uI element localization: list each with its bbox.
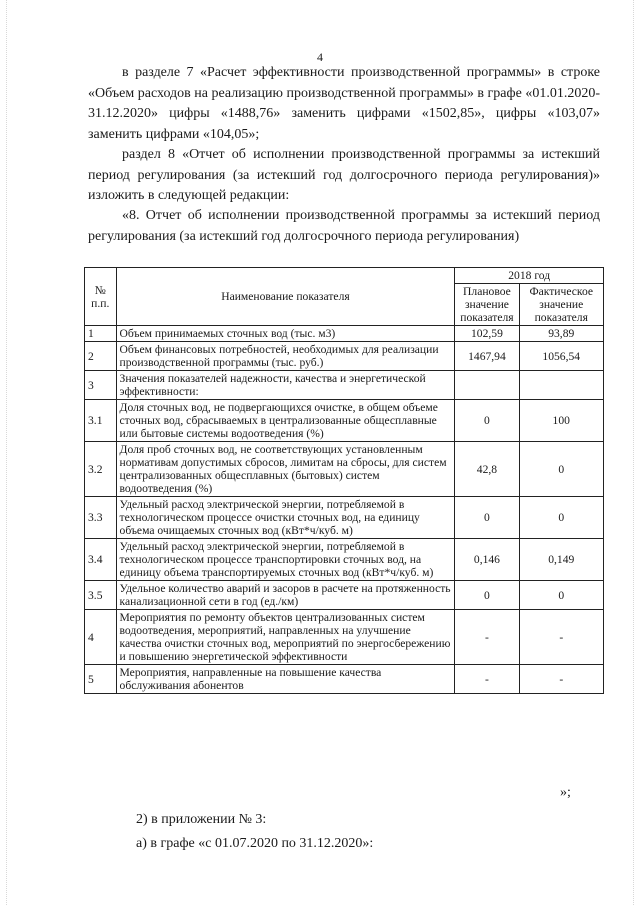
header-year: 2018 год	[455, 268, 604, 284]
table-row	[85, 539, 604, 581]
row-fact: 1056,54	[519, 342, 604, 371]
row-plan: 1467,94	[455, 342, 519, 371]
page-number: 4	[317, 50, 323, 64]
closing-quote: »;	[560, 785, 571, 800]
scan-edge-left	[0, 0, 7, 905]
row-num: 3.5	[85, 581, 117, 610]
table-row	[85, 400, 604, 442]
row-plan: 42,8	[455, 442, 519, 497]
row-fact: -	[519, 665, 604, 694]
table-body	[85, 326, 604, 694]
row-fact: -	[519, 610, 604, 665]
row-num: 3.2	[85, 442, 117, 497]
row-num: 3.3	[85, 497, 117, 539]
row-num: 1	[85, 326, 117, 342]
table-row	[85, 442, 604, 497]
row-fact: 0	[519, 442, 604, 497]
row-plan: 0	[455, 400, 519, 442]
row-fact: 100	[519, 400, 604, 442]
row-plan: -	[455, 665, 519, 694]
row-plan: 0	[455, 497, 519, 539]
row-num: 5	[85, 665, 117, 694]
row-name: Доля проб сточных вод, не соответствующих установленным нормативам допустимых сбросов, лимитам на сбросы, для систем централизованных общесплавных (бытовых) систем водоотведения (%)	[116, 442, 455, 497]
row-fact: 0	[519, 581, 604, 610]
row-num: 4	[85, 610, 117, 665]
row-plan	[455, 371, 519, 400]
row-num: 3	[85, 371, 117, 400]
table-row	[85, 342, 604, 371]
header-num: № п.п.	[85, 268, 117, 326]
table-row	[85, 665, 604, 694]
paragraph-section-8: раздел 8 «Отчет об исполнении производственной программы за истекший период регулирования (за истекший год долгосрочного периода регулирования)» изложить в следующей редакции:	[88, 147, 600, 203]
table-row	[85, 497, 604, 539]
row-name: Объем принимаемых сточных вод (тыс. м3)	[116, 326, 455, 342]
row-name: Удельный расход электрической энергии, потребляемой в технологическом процессе очистки сточных вод, на единицу объема очищаемых сточных вод (кВт*ч/куб. м)	[116, 497, 455, 539]
paragraph-column-reference: а) в графе «с 01.07.2020 по 31.12.2020»:	[136, 836, 374, 851]
row-plan: 0,146	[455, 539, 519, 581]
paragraph-section-7: в разделе 7 «Расчет эффективности производственной программы» в строке «Объем расходов на реализацию производственной программы» в графе «01.01.2020-31.12.2020» цифры «1488,76» заменить цифрами «1502,85», цифры «103,07» заменить цифрами «104,05»;	[88, 65, 600, 142]
paragraph-appendix-3: 2) в приложении № 3:	[136, 812, 267, 827]
row-plan: 0	[455, 581, 519, 610]
scan-edge-right	[633, 0, 640, 905]
table-row	[85, 371, 604, 400]
row-name: Мероприятия, направленные на повышение качества обслуживания абонентов	[116, 665, 455, 694]
table-row	[85, 610, 604, 665]
row-fact: 0	[519, 497, 604, 539]
row-name: Объем финансовых потребностей, необходимых для реализации производственной программы (тыс. руб.)	[116, 342, 455, 371]
header-plan: Плановое значение показателя	[455, 284, 519, 326]
table-row	[85, 581, 604, 610]
row-num: 3.1	[85, 400, 117, 442]
row-fact: 0,149	[519, 539, 604, 581]
row-name: Удельное количество аварий и засоров в расчете на протяженность канализационной сети в год (ед./км)	[116, 581, 455, 610]
table-row	[85, 326, 604, 342]
row-name: Мероприятия по ремонту объектов централизованных систем водоотведения, мероприятий, направленных на улучшение качества очистки сточных вод, мероприятий по энергосбережению и повышению энергетической эффективности	[116, 610, 455, 665]
row-name: Значения показателей надежности, качества и энергетической эффективности:	[116, 371, 455, 400]
row-num: 2	[85, 342, 117, 371]
row-fact: 93,89	[519, 326, 604, 342]
row-plan: -	[455, 610, 519, 665]
row-fact	[519, 371, 604, 400]
row-name: Удельный расход электрической энергии, потребляемой в технологическом процессе транспортировки сточных вод, на единицу объема транспортируемых сточных вод (кВт*ч/куб. м)	[116, 539, 455, 581]
paragraph-section-8-title: «8. Отчет об исполнении производственной программы за истекший период регулирования (за истекший год долгосрочного периода регулирования)	[88, 208, 600, 244]
header-name: Наименование показателя	[116, 268, 455, 326]
row-name: Доля сточных вод, не подвергающихся очистке, в общем объеме сточных вод, сбрасываемых в централизованные общесплавные или бытовые системы водоотведения (%)	[116, 400, 455, 442]
row-num: 3.4	[85, 539, 117, 581]
report-table	[84, 267, 604, 694]
row-plan: 102,59	[455, 326, 519, 342]
header-fact: Фактическое значение показателя	[519, 284, 604, 326]
